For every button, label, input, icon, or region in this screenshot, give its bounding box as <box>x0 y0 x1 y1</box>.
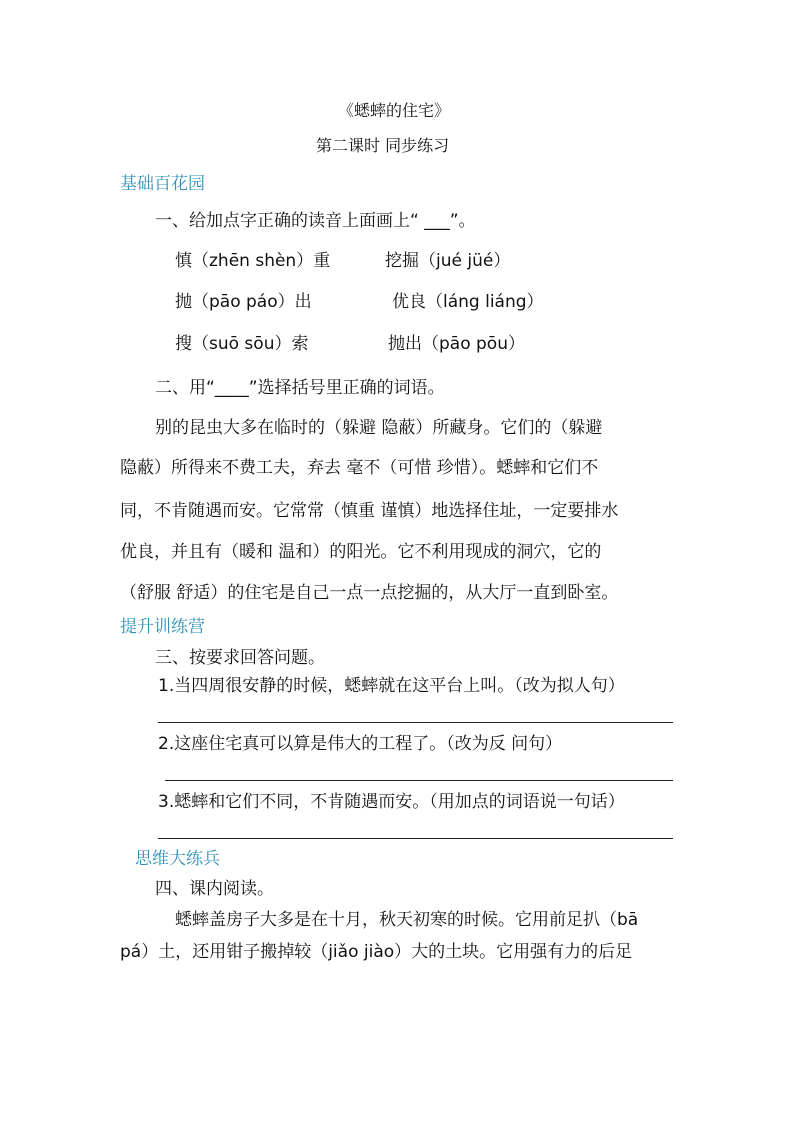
q1-item: 抛出（pāo pōu） <box>388 334 525 354</box>
q1-item: 慎（zhēn shèn）重 <box>175 251 331 271</box>
page-subtitle: 第二课时 同步练习 <box>316 136 450 155</box>
answer-line[interactable] <box>158 838 673 839</box>
q2-paragraph-line: （舒服 舒适）的住宅是自己一点一点挖掘的，从大厅一直到卧室。 <box>120 583 619 603</box>
q2-paragraph-line: 同，不肯随遇而安。它常常（慎重 谨慎）地选择住址，一定要排水 <box>120 501 619 521</box>
q2-paragraph-line: 优良，并且有（暖和 温和）的阳光。它不利用现成的洞穴，它的 <box>120 542 602 562</box>
answer-line[interactable] <box>158 722 673 723</box>
section-heading-improve: 提升训练营 <box>120 617 205 637</box>
q1-item: 优良（láng liáng） <box>392 292 544 312</box>
q1-instruction: 一、给加点字正确的读音上面画上“ ___”。 <box>155 211 476 231</box>
q4-paragraph-line: 蟋蟀盖房子大多是在十月，秋天初寒的时候。它用前足扒（bā <box>175 910 639 930</box>
section-heading-thinking: 思维大练兵 <box>135 849 220 869</box>
q3-item: 1.当四周很安静的时候，蟋蟀就在这平台上叫。（改为拟人句） <box>158 676 625 696</box>
q1-item: 抛（pāo páo）出 <box>175 292 312 312</box>
answer-line[interactable] <box>165 780 673 781</box>
q2-instruction: 二、用“____”选择括号里正确的词语。 <box>155 378 445 398</box>
q4-paragraph-line: pá）土，还用钳子搬掉较（jiǎo jiào）大的土块。它用强有力的后足 <box>120 942 633 962</box>
q2-paragraph-line: 隐蔽）所得来不费工夫，弃去 毫不（可惜 珍惜）。蟋蟀和它们不 <box>120 458 599 478</box>
page-title: 《蟋蟀的住宅》 <box>338 101 451 120</box>
q1-item: 搜（suō sōu）索 <box>175 334 309 354</box>
q3-instruction: 三、按要求回答问题。 <box>155 648 325 668</box>
q4-instruction: 四、课内阅读。 <box>155 879 274 899</box>
section-heading-basic: 基础百花园 <box>120 174 205 194</box>
q3-item: 2.这座住宅真可以算是伟大的工程了。（改为反 问句） <box>158 734 563 754</box>
q2-paragraph-line: 别的昆虫大多在临时的（躲避 隐蔽）所藏身。它们的（躲避 <box>155 418 603 438</box>
q3-item: 3.蟋蟀和它们不同，不肯随遇而安。（用加点的词语说一句话） <box>158 792 625 812</box>
q1-item: 挖掘（jué jüé） <box>385 251 511 271</box>
